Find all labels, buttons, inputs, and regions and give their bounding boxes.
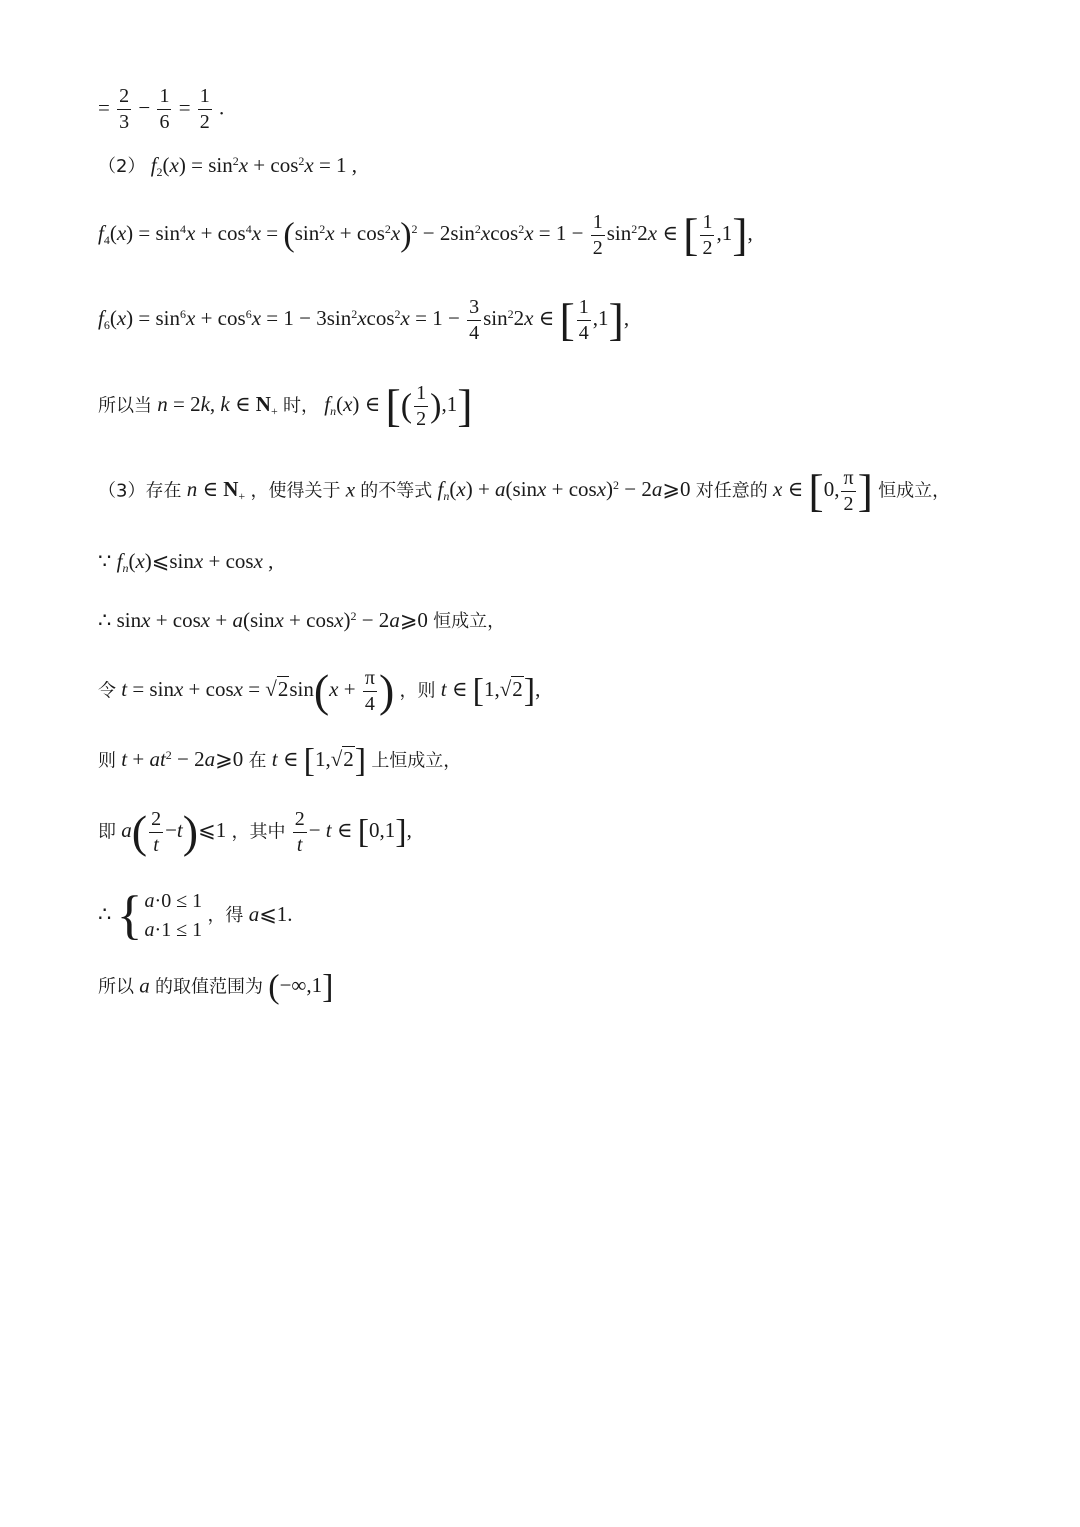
text-let: 令 [98,680,116,702]
equals-sign: = [98,95,110,120]
therefore-sign: ∴ [98,901,112,926]
f4-expression: $f_4(x) = \sin^4x + \cos^4x = (\sin^2x + \cos^2x)^2 - 2\sin^2xcos^2x = 1$ − $\frac{1}{2}$ $\sin^22x$ ∈ [ $\frac{1}{2}$ ,1], [98,209,753,261]
equation-line-8 [98,610,505,631]
text-inequality: 的不等式 [360,480,433,502]
a-result: a⩽1. [248,901,293,926]
text-then-2: 则 [98,750,116,772]
equation-line-11 [98,806,412,858]
t-substitution: t = sinx + cosx = √2sin(x + $\frac{\pi}{4}$ ) [121,665,395,717]
therefore-statement: ∴ $\sin x + \cos x + a(\sin x + \cos x)^2$ − 2a⩾0 [98,608,428,632]
text-when: 时， [283,395,319,417]
system-of-inequalities: { a·0 ≤ 1 a·1 ≤ 1 [116,885,203,946]
text-namely: 即 [98,821,116,843]
n-in-N: n ∈ $N_+$ [186,477,246,504]
text-so-when: 所以当 [98,395,152,417]
text-range-of: 的取值范围为 [155,976,263,998]
final-range: (−∞,1] [268,969,334,1006]
n-condition: n = 2k, k ∈ $N_+$ [157,392,278,419]
a-inequality: a( $\frac{2}{t}$ −t)⩽1 [121,806,227,858]
equation-line-6 [98,465,951,517]
text-always-holds-on: 上恒成立， [371,750,462,772]
fraction-two-thirds: $\frac{2}{3}$ [119,85,130,133]
var-x: x [345,477,356,502]
equation-line-3 [98,209,753,261]
equation-line-7 [98,549,274,576]
text-get: ，得 [207,904,244,926]
text-then: ，则 [399,680,436,702]
equation-line-10 [98,743,462,780]
equation-line-13 [98,969,334,1006]
range-expression: $\frac{2}{t}$ − t ∈ [0,1], [294,808,412,856]
because-statement: ∵ $f_n(x)⩽\sin x + \cos x$ , [98,549,274,576]
text-such-that: ，使得关于 [250,480,341,502]
text-for-any: 对任意的 [695,480,768,502]
equation-line-12 [98,887,293,945]
minus-sign: − [138,95,151,120]
equation-line-5 [98,380,473,432]
part-2-label: （2） [98,156,146,177]
equation-line-2 [98,153,358,180]
equation-line-9 [98,665,541,717]
t-inequality: $t + at^2$ − 2a⩾0 [121,747,244,772]
fraction-one-sixth: $\frac{1}{6}$ [159,85,170,133]
period: . [219,95,225,120]
f6-expression: $f_6(x) = \sin^6x + \cos^6x = 1 - 3\sin^2xcos^2x = 1$ − $\frac{3}{4}$ $\sin^22x$ ∈ [ $\frac{1}{4}$ ,1], [98,294,630,346]
text-where: ，其中 [231,821,286,843]
equation-line-4 [98,294,630,346]
inequality-expression: $f_n(x) + a(\sin x + \cos x)^2$ − 2a⩾0 [437,477,691,504]
f2-expression: $f_2(x) = \sin^2x + \cos^2x = 1$ , [150,153,358,180]
text-always-holds: 恒成立， [878,480,951,502]
t-range: t ∈ [1,√2], [440,672,541,710]
part-3-label: （3）存在 [98,480,182,502]
equation-line-1 [98,86,224,133]
equals-sign-2: = [178,95,191,120]
fraction-one-half: $\frac{1}{2}$ [199,85,210,133]
text-always-holds-2: 恒成立， [433,611,506,632]
x-interval: x ∈ [0, $\frac{\pi}{2}$ ] [773,465,873,517]
text-so: 所以 [98,976,134,998]
text-on: 在 [248,750,267,772]
t-interval: t ∈ [1,√2] [271,743,367,780]
var-a: a [139,973,150,998]
fn-range: $f_n(x)$ ∈ [( $\frac{1}{2}$ ),1] [324,380,473,432]
